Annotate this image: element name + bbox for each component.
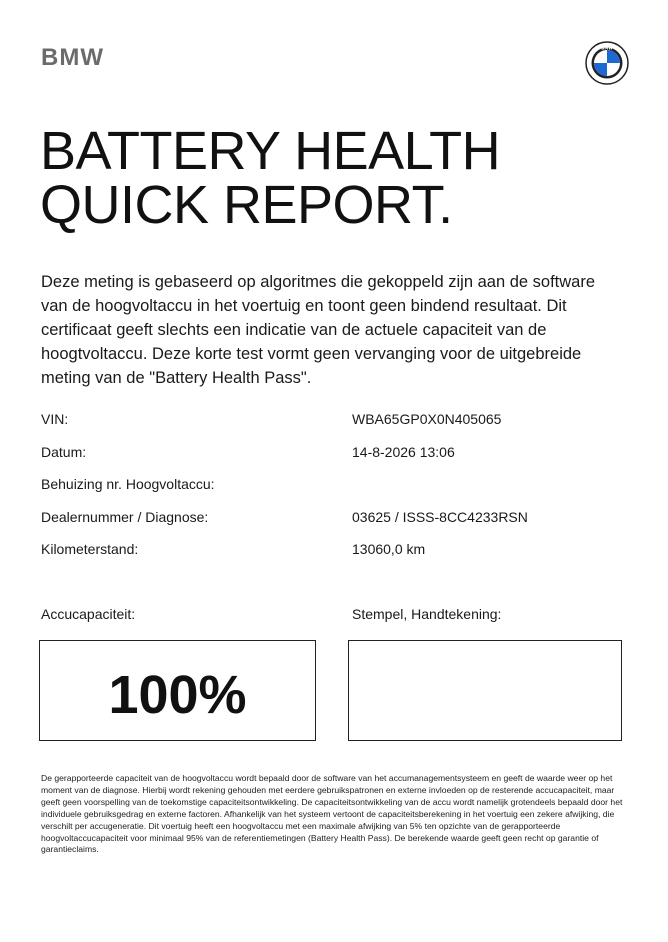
field-value: 03625 / ISSS-8CC4233RSN [352,508,528,525]
field-row-dealernummer [41,509,626,542]
field-value: 14-8-2026 13:06 [352,443,455,460]
intro-paragraph: Deze meting is gebaseerd op algoritmes die gekoppeld zijn aan de software van de hoogvoltaccu in het voertuig en toont geen bindend resultaat. Dit certificaat geeft slechts een indicatie van de actuele capaciteit van de hoogtvoltaccu. Deze korte test vormt geen vervanging voor de uitgebreide meting van de "Battery Health Pass". [41,273,595,387]
stamp-signature-box [348,640,622,741]
svg-text:BMW: BMW [601,45,613,51]
field-value: WBA65GP0X0N405065 [352,411,502,427]
field-label: VIN: [41,411,69,427]
field-label: Kilometerstand: [41,541,139,557]
field-label: Behuizing nr. Hoogvoltaccu: [41,476,215,492]
vehicle-fields [41,411,626,574]
field-row-vin [41,411,626,444]
title-line-2: QUICK REPORT. [40,175,453,235]
field-value: 13060,0 km [352,541,426,557]
capacity-label: Accucapaciteit: [41,606,136,622]
title-line-1: BATTERY HEALTH [40,121,501,181]
brand-wordmark: BMW [41,44,104,71]
capacity-value: 100% [108,665,247,725]
bmw-roundel-icon [585,41,629,85]
capacity-box [39,640,316,741]
stamp-label: Stempel, Handtekening: [352,606,502,622]
field-label: Dealernummer / Diagnose: [41,508,209,525]
field-row-behuizing [41,476,626,509]
field-label: Datum: [41,443,87,460]
field-row-kilometerstand [41,541,626,574]
field-row-datum [41,444,626,477]
disclaimer-text: De gerapporteerde capaciteit van de hoogvoltaccu wordt bepaald door de software van het accumanagementsysteem en geeft de waarde weer op het moment van de diagnose. Hierbij wordt rekening gehouden met eerdere gebruikspatronen en externe invloeden op de resterende accucapaciteit, maar geeft geen voorspelling van de toekomstige capaciteitsontwikkeling. De capaciteitsontwikkeling van de accu wordt namelijk grotendeels bepaald door het individuele gebruiksgedrag en externe factoren. Afhankelijk van het systeem vertoont de capaciteitsberekening in het voertuig een zekere afwijking, die verschilt per accugeneratie. Dit voertuig heeft een hoogvoltaccu met een maximale afwijking van 5% ten opzichte van de gerapporteerde hoogvoltaccucapaciteit voor minimaal 95% van de referentiemetingen (Battery Health Pass). De berekende waarde geeft geen recht op garantie of garantieclaims. [41,773,623,855]
report-title [40,121,501,235]
